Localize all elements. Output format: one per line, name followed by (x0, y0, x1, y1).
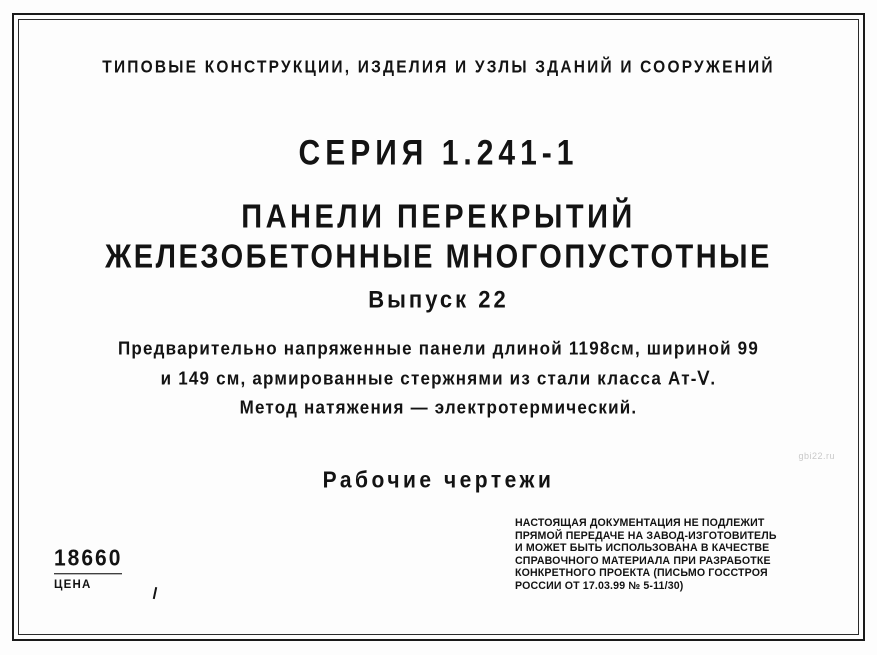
working-drawings-label: Рабочие чертежи (322, 467, 555, 494)
notice-line: КОНКРЕТНОГО ПРОЕКТА (ПИСЬМО ГОССТРОЯ (515, 567, 768, 580)
notice-block (515, 517, 815, 593)
description-line-3: Метод натяжения — электротермический. (239, 397, 638, 418)
notice-line: ПРЯМОЙ ПЕРЕДАЧЕ НА ЗАВОД-ИЗГОТОВИТЕЛЬ (515, 529, 777, 542)
document-header-line: ТИПОВЫЕ КОНСТРУКЦИИ, ИЗДЕЛИЯ И УЗЛЫ ЗДАНИЙ И СООРУЖЕНИЙ (102, 57, 775, 77)
price-label: ЦЕНА (54, 579, 92, 591)
page-content (18, 19, 859, 635)
notice-line: НАСТОЯЩАЯ ДОКУМЕНТАЦИЯ НЕ ПОДЛЕЖИТ (515, 517, 765, 529)
notice-line: И МОЖЕТ БЫТЬ ИСПОЛЬЗОВАНА В КАЧЕСТВЕ (515, 542, 770, 555)
description-line-2: и 149 см, армированные стержнями из стали класса Ат-Ⅴ. (160, 368, 717, 389)
notice-line: РОССИИ ОТ 17.03.99 № 5-11/30) (515, 579, 684, 592)
price-block (54, 547, 174, 591)
watermark-text: gbi22.ru (798, 451, 835, 461)
notice-line: СПРАВОЧНОГО МАТЕРИАЛА ПРИ РАЗРАБОТКЕ (515, 554, 771, 567)
issue-number: Выпуск 22 (368, 285, 509, 314)
document-title-line-1: ПАНЕЛИ ПЕРЕКРЫТИЙ (241, 198, 636, 236)
price-value: 18660 (54, 546, 122, 575)
document-title-line-2: ЖЕЛЕЗОБЕТОННЫЕ МНОГОПУСТОТНЫЕ (105, 238, 772, 276)
series-number: СЕРИЯ 1.241-1 (298, 133, 579, 173)
description-line-1: Предварительно напряженные панели длиной 1198см, шириной 99 (118, 338, 759, 359)
